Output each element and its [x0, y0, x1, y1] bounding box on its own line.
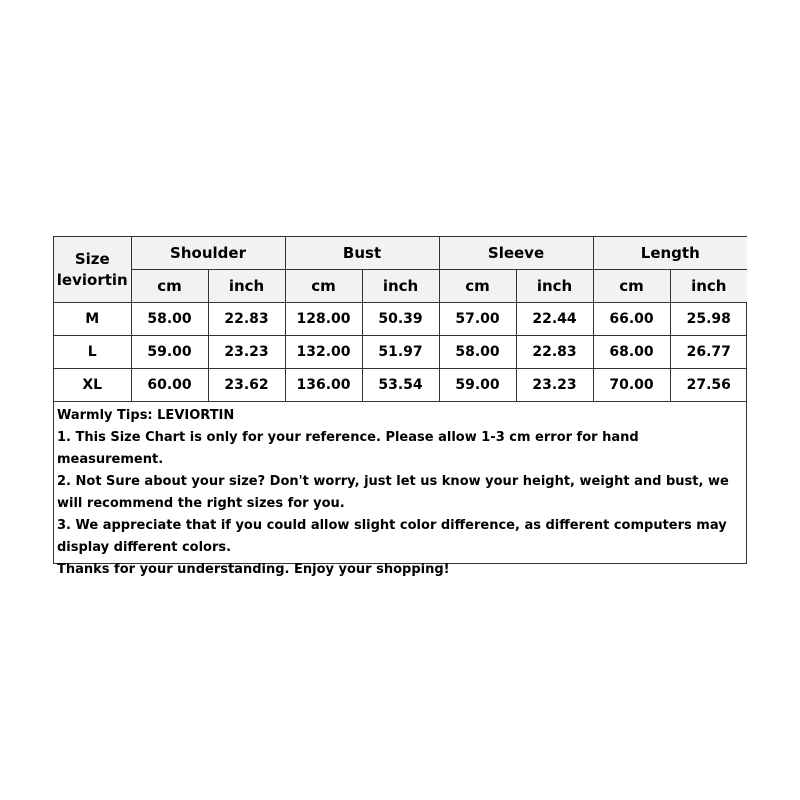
unit-header: cm — [131, 270, 208, 303]
header-row-groups — [54, 237, 747, 270]
table-cell: 128.00 — [285, 303, 362, 336]
tip-line: 3. We appreciate that if you could allow slight color difference, as different computers may display different colors. — [57, 518, 727, 555]
unit-header: inch — [670, 270, 747, 303]
table-cell: 25.98 — [670, 303, 747, 336]
size-label: XL — [54, 369, 131, 402]
table-cell: 66.00 — [593, 303, 670, 336]
unit-header: cm — [285, 270, 362, 303]
table-cell: 22.83 — [208, 303, 285, 336]
unit-header: inch — [208, 270, 285, 303]
table-cell: 58.00 — [131, 303, 208, 336]
tip-line: 1. This Size Chart is only for your reference. Please allow 1-3 cm error for hand measurement. — [57, 430, 639, 467]
table-cell: 53.54 — [362, 369, 439, 402]
table-cell: 23.23 — [516, 369, 593, 402]
table-cell: 23.62 — [208, 369, 285, 402]
size-label: L — [54, 336, 131, 369]
unit-header: cm — [593, 270, 670, 303]
unit-header: inch — [362, 270, 439, 303]
group-header-bust: Bust — [285, 237, 439, 270]
table-cell: 27.56 — [670, 369, 747, 402]
size-table — [54, 237, 747, 402]
tips-section — [54, 402, 746, 581]
table-cell: 50.39 — [362, 303, 439, 336]
table-cell: 59.00 — [131, 336, 208, 369]
group-header-length: Length — [593, 237, 747, 270]
table-cell: 57.00 — [439, 303, 516, 336]
group-header-shoulder: Shoulder — [131, 237, 285, 270]
table-cell: 132.00 — [285, 336, 362, 369]
brand-label: leviortin — [56, 270, 128, 289]
table-cell: 22.44 — [516, 303, 593, 336]
unit-header: cm — [439, 270, 516, 303]
group-header-sleeve: Sleeve — [439, 237, 593, 270]
table-cell: 23.23 — [208, 336, 285, 369]
tip-line: 2. Not Sure about your size? Don't worry, just let us know your height, weight and bust, we will recommend the right sizes for you. — [57, 474, 729, 511]
size-header-cell — [54, 237, 131, 303]
tips-closing: Thanks for your understanding. Enjoy your shopping! — [57, 562, 450, 577]
tips-title: Warmly Tips: LEVIORTIN — [57, 408, 235, 423]
table-cell: 26.77 — [670, 336, 747, 369]
table-cell: 58.00 — [439, 336, 516, 369]
table-row — [54, 303, 747, 336]
table-cell: 51.97 — [362, 336, 439, 369]
table-cell: 59.00 — [439, 369, 516, 402]
table-cell: 68.00 — [593, 336, 670, 369]
table-cell: 22.83 — [516, 336, 593, 369]
size-chart — [53, 236, 747, 577]
table-cell: 60.00 — [131, 369, 208, 402]
header-row-units — [54, 270, 747, 303]
table-row — [54, 336, 747, 369]
table-cell: 136.00 — [285, 369, 362, 402]
size-label: M — [54, 303, 131, 336]
unit-header: inch — [516, 270, 593, 303]
table-row — [54, 369, 747, 402]
table-cell: 70.00 — [593, 369, 670, 402]
size-header-label: Size — [74, 249, 110, 268]
